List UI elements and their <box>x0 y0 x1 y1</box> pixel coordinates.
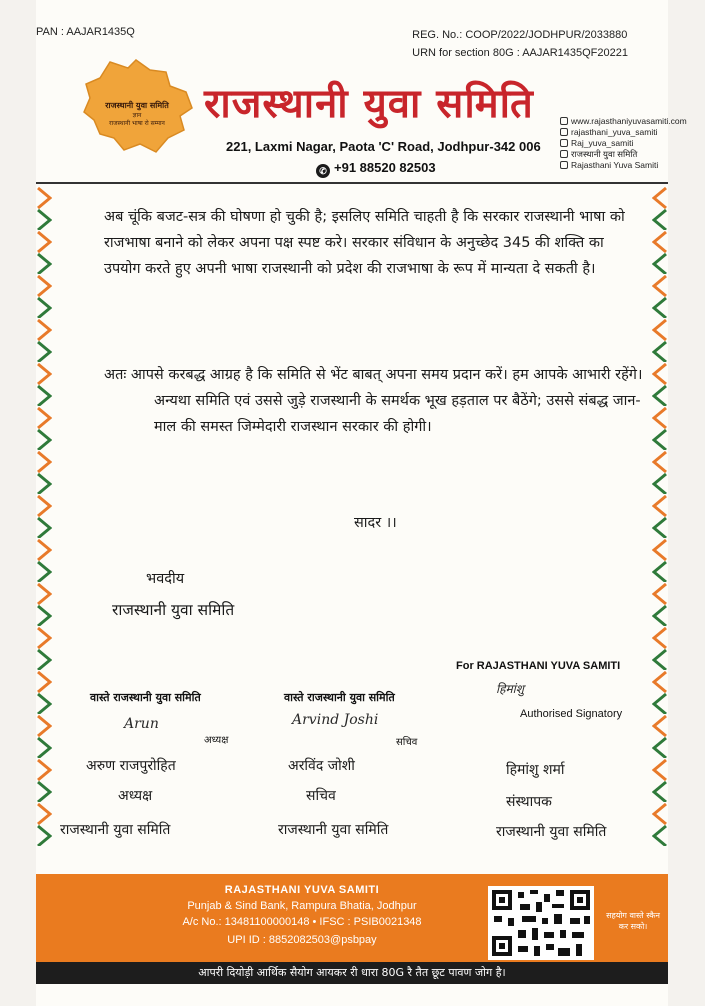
social-twitter: Raj_yuva_samiti <box>560 138 687 149</box>
phone-number: +91 88520 82503 <box>334 160 436 175</box>
footer-upi: UPI ID : 8852082503@psbpay <box>227 934 377 946</box>
signatory-org-3: राजस्थानी युवा समिति <box>496 824 607 840</box>
authorised-signatory: Authorised Signatory <box>520 708 623 720</box>
header-divider <box>36 182 668 184</box>
letter-paragraph-2: अतः आपसे करबद्ध आग्रह है कि समिति से भेंट बाबत् अपना समय प्रदान करें। हम आपके आभारी रहेंगे। अन्यथा समिति एवं उससे जुड़े राजस्थानी के समर्थक भूख हड़ताल पर बैठेंगे; उससे संबद्ध जान-माल की समस्त जिम्मेदारी राजस्थान सरकार की होगी। <box>104 367 643 435</box>
organisation-phone <box>316 160 436 178</box>
signature-himanshu: हिमांशु <box>496 682 524 696</box>
decorative-border-right <box>652 186 668 846</box>
signatory-role-1: अध्यक्ष <box>118 788 153 804</box>
signatory-name-1: अरुण राजपुरोहित <box>86 758 176 774</box>
twitter-icon <box>560 139 568 147</box>
stamp-title-sachiv: सचिव <box>396 737 418 748</box>
youtube-icon <box>560 161 568 169</box>
signatory-role-3: संस्थापक <box>506 794 552 810</box>
signature-arvind: Arvind Joshi <box>292 712 379 728</box>
letter-paragraph-1: अब चूंकि बजट-सत्र की घोषणा हो चुकी है; इसलिए समिति चाहती है कि सरकार राजस्थानी भाषा को राजभाषा बनाने को लेकर अपना पक्ष स्पष्ट करे। सरकार संविधान के अनुच्छेद 345 की शक्ति का उपयोग करते हुए अपनी भाषा राजस्थानी को प्रदेश की राजभाषा के रूप में मान्यता दे सकती है। <box>104 209 625 277</box>
signatory-org-2: राजस्थानी युवा समिति <box>278 822 389 838</box>
footer-org-name: RAJASTHANI YUVA SAMITI <box>224 884 380 896</box>
instagram-icon <box>560 128 568 136</box>
letter-sender-org: राजस्थानी युवा समिति <box>112 601 235 619</box>
globe-icon <box>560 117 568 125</box>
signatory-name-3: हिमांशु शर्मा <box>506 762 565 778</box>
map-logo-title: राजस्थानी युवा समिति <box>105 101 169 110</box>
signatory-role-2: सचिव <box>306 788 336 804</box>
social-links <box>560 116 687 171</box>
social-facebook: राजस्थानी युवा समिति <box>560 149 687 160</box>
organisation-address: 221, Laxmi Nagar, Paota 'C' Road, Jodhpur-342 006 <box>226 139 541 154</box>
map-logo-text <box>92 100 182 127</box>
letter-yours: भवदीय <box>146 571 185 587</box>
qr-code-graphic <box>492 890 590 956</box>
decorative-border-left <box>36 186 52 846</box>
tax-exemption-note: आपरी दियोड़ी आर्थिक सैयोग आयकर री धारा 80G रै तैत छूट पावण जोग है। <box>198 966 506 979</box>
signature-arun: Arun <box>124 716 159 732</box>
social-instagram: rajasthani_yuva_samiti <box>560 127 687 138</box>
scan-to-donate-text: सहयोग वास्ते स्कैन कर सको। <box>606 911 660 931</box>
letterhead-page <box>36 0 687 1006</box>
qr-code <box>488 886 594 960</box>
map-logo-sub1: ज्ञान <box>132 112 142 119</box>
stamp-vaste-1: वास्ते राजस्थानी युवा समिति <box>90 691 201 704</box>
stamp-title-adhyaksh: अध्यक्ष <box>204 735 229 746</box>
for-samiti-stamp: For RAJASTHANI YUVA SAMITI <box>456 660 621 672</box>
map-logo-sub2: राजस्थानी भाषा रो सम्मान <box>109 120 165 127</box>
signatory-org-1: राजस्थानी युवा समिति <box>60 822 171 838</box>
registration-number: REG. No.: COOP/2022/JODHPUR/2033880 <box>412 29 628 41</box>
organisation-title: राजस्थानी युवा समिति <box>204 81 534 127</box>
facebook-icon <box>560 150 568 158</box>
letter-closing: सादर ।। <box>354 515 397 531</box>
stamp-vaste-2: वास्ते राजस्थानी युवा समिति <box>284 691 395 704</box>
footer-account: A/c No.: 13481100000148 • IFSC : PSIB0021348 <box>182 916 422 928</box>
footer-bank: Punjab & Sind Bank, Rampura Bhatia, Jodhpur <box>187 900 417 912</box>
pan-number: PAN : AAJAR1435Q <box>36 26 135 38</box>
whatsapp-icon: ✆ <box>316 164 330 178</box>
social-youtube: Rajasthani Yuva Samiti <box>560 160 687 171</box>
urn-80g: URN for section 80G : AAJAR1435QF20221 <box>412 47 628 59</box>
signatory-name-2: अरविंद जोशी <box>288 758 355 774</box>
social-website: www.rajasthaniyuvasamiti.com <box>560 116 687 127</box>
registration-block <box>412 26 628 62</box>
